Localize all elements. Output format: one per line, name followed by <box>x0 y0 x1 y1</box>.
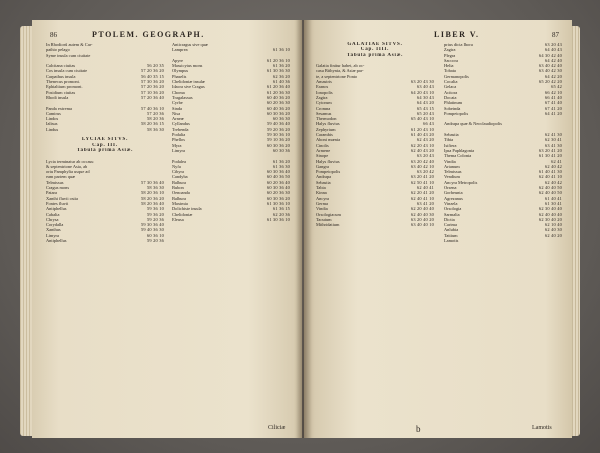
entry-coordinates: 61 30 36 30 <box>266 68 290 74</box>
entry-coordinates: 62 41 <box>551 158 562 164</box>
entry-coordinates: 59 20 36 20 <box>266 126 290 132</box>
open-book <box>20 20 580 440</box>
entry-place-name: Xanthus <box>46 227 61 233</box>
entry-place-name: Vindia <box>444 158 456 164</box>
left-catchword: Ciliciæ <box>268 425 286 431</box>
entry-coordinates: 62 40 20 <box>545 232 562 238</box>
entry-coordinates: 67 41 40 <box>545 100 562 106</box>
entry-place-name: Maximia <box>172 200 188 206</box>
entry-place-name: Agrezanus <box>444 195 463 201</box>
entry-place-name: Isifiera <box>444 142 457 148</box>
entry-coordinates: 58 20 36 20 <box>140 195 164 201</box>
entry-coordinates: 66 41 40 <box>545 94 562 100</box>
entry-place-name: Lamotis <box>444 237 459 243</box>
entry-place-name: Sinda <box>172 105 183 111</box>
entry-coordinates: 64 42 20 <box>545 73 562 79</box>
entry-place-name: Helia <box>444 63 454 69</box>
entry-coordinates: 61 40 41 <box>545 195 562 201</box>
entry-coordinates: 61 36 20 <box>273 158 290 164</box>
entry-place-name: Pompeiopolis <box>444 110 469 116</box>
entry-place-name: Cromna <box>316 105 331 111</box>
entry-place-name: Tabia <box>316 185 326 191</box>
entry-coordinates: 57 20 36 20 <box>140 68 164 74</box>
entry-coordinates: 60 40 36 20 <box>266 94 290 100</box>
entry-place-name: Bubon <box>172 185 184 191</box>
entry-coordinates: 62 36 20 <box>273 73 290 79</box>
entry-coordinates: 57 10 36 20 <box>140 89 164 95</box>
entry-place-name: Cap. IIII. <box>360 47 390 53</box>
entry-place-name: Saccora <box>444 57 458 63</box>
entry-coordinates: 64 30 42 40 <box>538 52 562 58</box>
entry-coordinates: 62 20 40 40 <box>410 206 434 212</box>
entry-place-name: Syme insula cum ciuitate <box>46 52 91 58</box>
entry-coordinates: 63 20 43 30 <box>410 79 434 85</box>
entry-place-name: Tabula prima Asiæ. <box>76 147 134 153</box>
entry-place-name: Anticragus sive quæ <box>172 42 208 47</box>
entry-place-name <box>46 132 47 137</box>
entry-place-name: Thenecus promont. <box>46 79 80 85</box>
entry-place-name: Vendium <box>444 174 460 180</box>
entry-coordinates: 59 20 36 <box>147 216 164 222</box>
entry-coordinates: 63 20 41 20 <box>538 147 562 153</box>
entry-coordinates: 60 30 36 20 <box>266 142 290 148</box>
column-4 <box>444 42 562 243</box>
book-gutter <box>296 20 312 438</box>
entry-place-name: Tragalassus <box>172 94 193 100</box>
entry-coordinates: 61 36 10 <box>273 47 290 53</box>
entry-place-name: Phlatinum <box>444 100 463 106</box>
entry-coordinates: 60 20 36 30 <box>266 190 290 196</box>
entry-coordinates: 59 40 36 40 <box>266 121 290 127</box>
entry-place-name: Taouium <box>316 216 332 222</box>
entry-place-name: Carpathus insula <box>46 73 76 79</box>
right-catchword: Lamotis <box>532 425 552 431</box>
entry-place-name: Carambis <box>316 132 333 138</box>
entry-coordinates: 62 40 41 <box>417 185 434 191</box>
entry-coordinates: 58 20 36 <box>147 116 164 122</box>
entry-place-name: Cibyra <box>172 169 184 175</box>
entry-place-name: Antiphellus <box>46 237 67 243</box>
entry-coordinates: 63 41 30 <box>545 142 562 148</box>
entry-line <box>316 222 434 227</box>
entry-place-name: Ancyra Metropolis <box>444 179 478 185</box>
entry-place-name: Gelaca <box>444 84 457 90</box>
entry-place-name: Podalia <box>172 132 186 138</box>
entry-coordinates: 62 40 30 <box>545 227 562 233</box>
entry-place-name: Artanum <box>444 163 460 169</box>
entry-coordinates: 62 40 41 10 <box>538 174 562 180</box>
entry-coordinates: 62 20 43 10 <box>410 142 434 148</box>
entry-coordinates: 60 36 10 <box>147 232 164 238</box>
entry-place-name: Germanopolis <box>444 73 469 79</box>
entry-place-name: Nyfa <box>172 163 181 169</box>
entry-place-name: Aboni mœnia <box>316 137 341 143</box>
entry-place-name: Acitora <box>444 89 458 95</box>
entry-place-name: Amastris <box>316 79 332 85</box>
entry-place-name: Cap. III. <box>92 142 118 148</box>
entry-place-name: Dolichiste insula <box>172 206 202 212</box>
entry-place-name: Limyra <box>46 232 59 238</box>
entry-coordinates: 62 30 40 40 <box>538 206 562 212</box>
entry-coordinates: 63 40 40 10 <box>410 222 434 228</box>
entry-place-name: Podalea <box>172 158 186 164</box>
entry-coordinates: 57 40 36 10 <box>140 105 164 111</box>
entry-coordinates: 61 36 15 <box>273 206 290 212</box>
entry-place-name: In Rhodiorũ autem & Car- <box>46 42 93 47</box>
entry-coordinates: 64 42 40 <box>545 57 562 63</box>
entry-coordinates: 60 36 30 <box>273 116 290 122</box>
entry-coordinates: 65 42 <box>551 84 562 90</box>
entry-place-name: Limyra <box>172 147 185 153</box>
entry-place-name: Myra <box>172 142 182 148</box>
entry-coordinates: 61 30 41 20 <box>538 153 562 159</box>
entry-coordinates: 63 40 42 10 <box>410 163 434 169</box>
entry-place-name: Trebenda <box>172 126 189 132</box>
entry-coordinates: 60 30 36 20 <box>266 195 290 201</box>
entry-place-name: Nisa <box>172 110 181 116</box>
entry-place-name: Sarmalia <box>444 211 460 217</box>
entry-place-name: Pompeiopolis <box>316 169 341 175</box>
entry-place-name: Telmissus <box>46 179 64 185</box>
entry-coordinates: 63 40 42 30 <box>538 68 562 74</box>
entry-place-name: Patara <box>46 190 57 196</box>
entry-place-name: Ionopolis <box>316 89 333 95</box>
entry-coordinates: 59 30 36 40 <box>140 222 164 228</box>
entry-coordinates: 66 42 10 <box>545 89 562 95</box>
entry-coordinates: 64 43 20 <box>417 100 434 106</box>
entry-coordinates: 61 20 36 10 <box>266 57 290 63</box>
entry-coordinates: 61 20 36 40 <box>266 84 290 90</box>
entry-coordinates: 58 36 30 <box>147 126 164 132</box>
entry-coordinates: 62 20 41 20 <box>410 190 434 196</box>
entry-place-name: & septentrione Asia, ab <box>46 163 88 169</box>
entry-place-name: Armene <box>316 147 331 153</box>
left-page-number: 86 <box>50 31 57 39</box>
entry-coordinates: 63 40 43 <box>417 84 434 90</box>
entry-place-name: Fontes fluvii <box>46 200 69 206</box>
entry-coordinates: 60 30 36 <box>273 147 290 153</box>
entry-place-name: Candyba <box>172 174 188 180</box>
signature-mark: b <box>416 424 421 434</box>
entry-coordinates: 66 43 <box>423 121 434 127</box>
entry-place-name: Lindos <box>46 116 59 122</box>
entry-coordinates: 61 30 36 10 <box>266 200 290 206</box>
entry-coordinates: 62 30 41 <box>545 137 562 143</box>
entry-place-name: Posidium ciuitas <box>46 89 76 95</box>
entry-coordinates: 62 40 40 30 <box>410 211 434 217</box>
entry-coordinates: 60 30 36 40 <box>266 185 290 191</box>
entry-place-name: Andrapa quæ & Neoclaudiopolis <box>444 121 502 127</box>
entry-coordinates: 62 30 40 20 <box>538 216 562 222</box>
entry-place-name: Dictia <box>444 216 455 222</box>
entry-place-name: pathio pelago <box>46 47 70 53</box>
entry-coordinates: 57 30 36 40 <box>140 179 164 185</box>
entry-coordinates: 65 20 42 20 <box>538 79 562 85</box>
entry-coordinates: 63 41 20 <box>417 200 434 206</box>
entry-coordinates: 59 36 20 <box>147 211 164 217</box>
entry-place-name: Vinzela <box>444 200 458 206</box>
entry-place-name: Tabula prima Asiæ. <box>346 52 404 58</box>
right-page-number: 87 <box>552 31 559 39</box>
entry-coordinates: 61 36 30 <box>273 163 290 169</box>
entry-place-name: Lindus <box>46 126 59 132</box>
entry-place-name: te, a septentrione Ponto <box>316 73 358 79</box>
entry-coordinates: 56 20 35 <box>147 63 164 69</box>
entry-coordinates: 60 20 36 40 <box>266 179 290 185</box>
entry-place-name: Germa <box>316 200 328 206</box>
entry-coordinates: 61 20 36 30 <box>266 89 290 95</box>
entry-coordinates: 62 40 40 40 <box>538 211 562 217</box>
entry-coordinates: 58 36 30 <box>147 185 164 191</box>
entry-place-name: Plegra <box>444 52 456 58</box>
entry-place-name: Chrysa <box>46 216 59 222</box>
entry-place-name: Halys fluvius <box>316 121 340 127</box>
entry-coordinates: 61 40 43 20 <box>410 132 434 138</box>
entry-place-name: Vindia <box>316 206 328 212</box>
entry-coordinates: 63 20 42 <box>417 169 434 175</box>
entry-line <box>444 238 562 243</box>
entry-place-name: Xanthi fluvii ostia <box>46 195 78 201</box>
entry-coordinates: 62 40 43 20 <box>410 147 434 153</box>
entry-coordinates: 57 20 36 40 <box>140 94 164 100</box>
entry-place-name: Sobeinda <box>444 105 461 111</box>
entry-coordinates: 57 20 36 20 <box>140 84 164 90</box>
entry-place-name: Eranos <box>316 84 329 90</box>
entry-coordinates: 59 20 36 <box>147 237 164 243</box>
entry-place-name: Lamprea <box>172 47 188 53</box>
entry-place-name: Panda extrema <box>46 105 72 111</box>
entry-place-name: Antiphellus <box>46 206 67 212</box>
entry-coordinates: 57 30 36 20 <box>140 79 164 85</box>
entry-place-name: Ialisus <box>46 121 58 127</box>
entry-coordinates: 59 10 36 20 <box>266 137 290 143</box>
right-page <box>304 20 572 438</box>
entry-coordinates: 58 20 36 15 <box>140 121 164 127</box>
entry-place-name: Idacra sive Cragus <box>172 84 205 90</box>
entry-coordinates: 57 20 36 <box>147 110 164 116</box>
entry-place-name: Apyre <box>172 57 183 63</box>
entry-coordinates: 62 10 40 <box>545 222 562 228</box>
entry-place-name: Docaia <box>444 94 457 100</box>
entry-coordinates: 65 40 43 10 <box>410 116 434 122</box>
entry-place-name: Orsologia <box>444 206 462 212</box>
entry-coordinates: 61 40 41 30 <box>538 169 562 175</box>
entry-coordinates: 60 30 36 20 <box>266 110 290 116</box>
entry-place-name: Ipsa Paphlagonia <box>444 147 475 153</box>
entry-place-name: Halys fluvius <box>316 158 340 164</box>
entry-line <box>46 238 164 243</box>
right-running-header: LIBER V. <box>434 30 480 39</box>
entry-place-name: Tobata <box>444 68 456 74</box>
entry-place-name: Carima <box>444 222 457 228</box>
entry-coordinates: 59 36 10 <box>147 206 164 212</box>
entry-coordinates: 59 30 36 10 <box>266 132 290 138</box>
entry-place-name: GALATIAE SITVS. <box>347 42 403 47</box>
entry-coordinates: 62 50 41 10 <box>410 179 434 185</box>
entry-place-name: Camirus <box>46 110 61 116</box>
entry-place-name: Balbura <box>172 195 186 201</box>
entry-coordinates: 62 40 42 <box>545 179 562 185</box>
entry-coordinates: 63 20 42 40 <box>410 158 434 164</box>
entry-place-name: Anlubia <box>444 227 459 233</box>
entry-coordinates: 61 30 36 10 <box>266 216 290 222</box>
entry-place-name: Orsologiacum <box>316 211 341 217</box>
entry-coordinates: 60 30 36 40 <box>266 169 290 175</box>
entry-place-name: eam partem quæ <box>46 174 76 180</box>
entry-place-name: Thermodon <box>316 116 337 122</box>
left-page <box>32 20 302 438</box>
entry-coordinates: 62 40 40 50 <box>538 185 562 191</box>
entry-coordinates: 63 40 42 40 <box>538 63 562 69</box>
entry-place-name: Zagira <box>316 94 328 100</box>
entry-coordinates: 62 20 36 <box>273 211 290 217</box>
entry-place-name: Tibia <box>444 137 454 143</box>
entry-place-name: Calcitana ciuitas <box>46 63 76 69</box>
entry-place-name: Oenoanda <box>172 190 190 196</box>
entry-place-name: Telmissus <box>444 169 462 175</box>
entry-place-name: casu Bithynia, & Asiæ par- <box>316 68 364 74</box>
entry-coordinates: 62 40 42 <box>545 163 562 169</box>
entry-coordinates: 60 40 36 50 <box>266 174 290 180</box>
left-running-header: PTOLEM. GEOGRAPH. <box>92 30 205 39</box>
entry-place-name: Tattium <box>444 232 458 238</box>
entry-place-name: Thema Colonia <box>444 153 472 159</box>
entry-coordinates: 65 20 43 <box>417 110 434 116</box>
entry-coordinates: 64 41 20 <box>545 110 562 116</box>
entry-line <box>172 217 290 222</box>
entry-place-name: Arneæ <box>172 116 184 122</box>
entry-place-name: Sesamus <box>316 110 332 116</box>
entry-place-name: Corydalla <box>46 222 64 228</box>
entry-place-name: Gorbeunta <box>444 190 463 196</box>
column-3 <box>316 42 434 227</box>
entry-place-name: Chelidoniæ insulæ <box>172 79 205 85</box>
entry-place-name: Rhodi insula <box>46 94 69 100</box>
entry-place-name: Ephialtium promont. <box>46 84 83 90</box>
entry-coordinates: 63 20 43 <box>545 42 562 47</box>
entry-place-name: Lycia terminatur ab occasu <box>46 158 94 164</box>
entry-place-name: Gangra <box>316 163 329 169</box>
entry-place-name: Galatia finitur habet, ab oc- <box>316 63 365 69</box>
entry-coordinates: 64 20 43 10 <box>410 89 434 95</box>
entry-coordinates: 65 43 15 <box>417 105 434 111</box>
entry-coordinates: 62 43 20 <box>417 137 434 143</box>
entry-coordinates: 60 40 36 20 <box>266 105 290 111</box>
entry-place-name: Choma <box>172 89 185 95</box>
entry-place-name: Zagira <box>444 47 456 53</box>
entry-coordinates: 63 20 41 20 <box>410 174 434 180</box>
entry-coordinates: 64 30 43 <box>417 94 434 100</box>
entry-coordinates: 62 40 41 10 <box>410 195 434 201</box>
entry-place-name: Orsena <box>444 185 457 191</box>
entry-coordinates: 67 41 20 <box>545 105 562 111</box>
entry-place-name: Phellos <box>172 137 185 143</box>
entry-place-name: Cinolis <box>316 142 329 148</box>
entry-place-name: Massicytus mons <box>172 63 203 69</box>
entry-place-name: Chelidoniæ <box>172 211 193 217</box>
entry-place-name: Cabalia <box>46 211 60 217</box>
entry-place-name: ortu Pamphylia usque ad <box>46 169 90 175</box>
entry-place-name: Mithridatium <box>316 222 340 228</box>
entry-coordinates: 61 20 43 10 <box>410 126 434 132</box>
entry-coordinates: 59 40 36 30 <box>140 227 164 233</box>
entry-coordinates: 58 20 36 40 <box>140 200 164 206</box>
entry-place-name: Balbura <box>172 179 186 185</box>
entry-coordinates: 56 40 35 15 <box>140 73 164 79</box>
entry-place-name: Cyllandus <box>172 121 190 127</box>
column-2 <box>172 42 290 222</box>
entry-place-name: Olympus <box>172 68 189 74</box>
entry-coordinates: 63 20 43 <box>417 153 434 159</box>
entry-coordinates: 64 40 43 <box>545 47 562 53</box>
entry-coordinates: 61 30 41 <box>545 200 562 206</box>
entry-coordinates: 63 20 40 20 <box>410 216 434 222</box>
entry-place-name: Cragus mons <box>46 185 70 191</box>
entry-place-name: Sinope <box>316 153 329 159</box>
entry-coordinates: 61 40 36 <box>273 79 290 85</box>
entry-place-name: Sebastia <box>444 132 459 138</box>
entry-place-name: LYCIAE SITVS. <box>81 137 129 143</box>
entry-place-name: Phaselis <box>172 73 187 79</box>
entry-coordinates: 58 20 36 10 <box>140 190 164 196</box>
entry-place-name: Zephyrium <box>316 126 336 132</box>
entry-coordinates: 60 20 36 30 <box>266 100 290 106</box>
entry-place-name: Kinna <box>316 190 327 196</box>
entry-place-name: Cocalia <box>444 79 458 85</box>
entry-coordinates: 62 41 30 <box>545 132 562 138</box>
entry-place-name: Andrapa <box>316 174 332 180</box>
entry-place-name: Sebastia <box>316 179 331 185</box>
entry-place-name: Ancyra <box>316 195 329 201</box>
entry-place-name: Cos insula cum ciuitate <box>46 68 88 74</box>
entry-place-name: Cytorum <box>316 100 332 106</box>
entry-coordinates: 62 40 40 50 <box>538 190 562 196</box>
entry-coordinates: 61 36 20 <box>273 63 290 69</box>
entry-place-name: prius dicta Ibora <box>444 42 473 47</box>
column-1 <box>46 42 164 243</box>
entry-place-name: Cyrbe <box>172 100 183 106</box>
entry-place-name: Eleusa <box>172 216 184 222</box>
